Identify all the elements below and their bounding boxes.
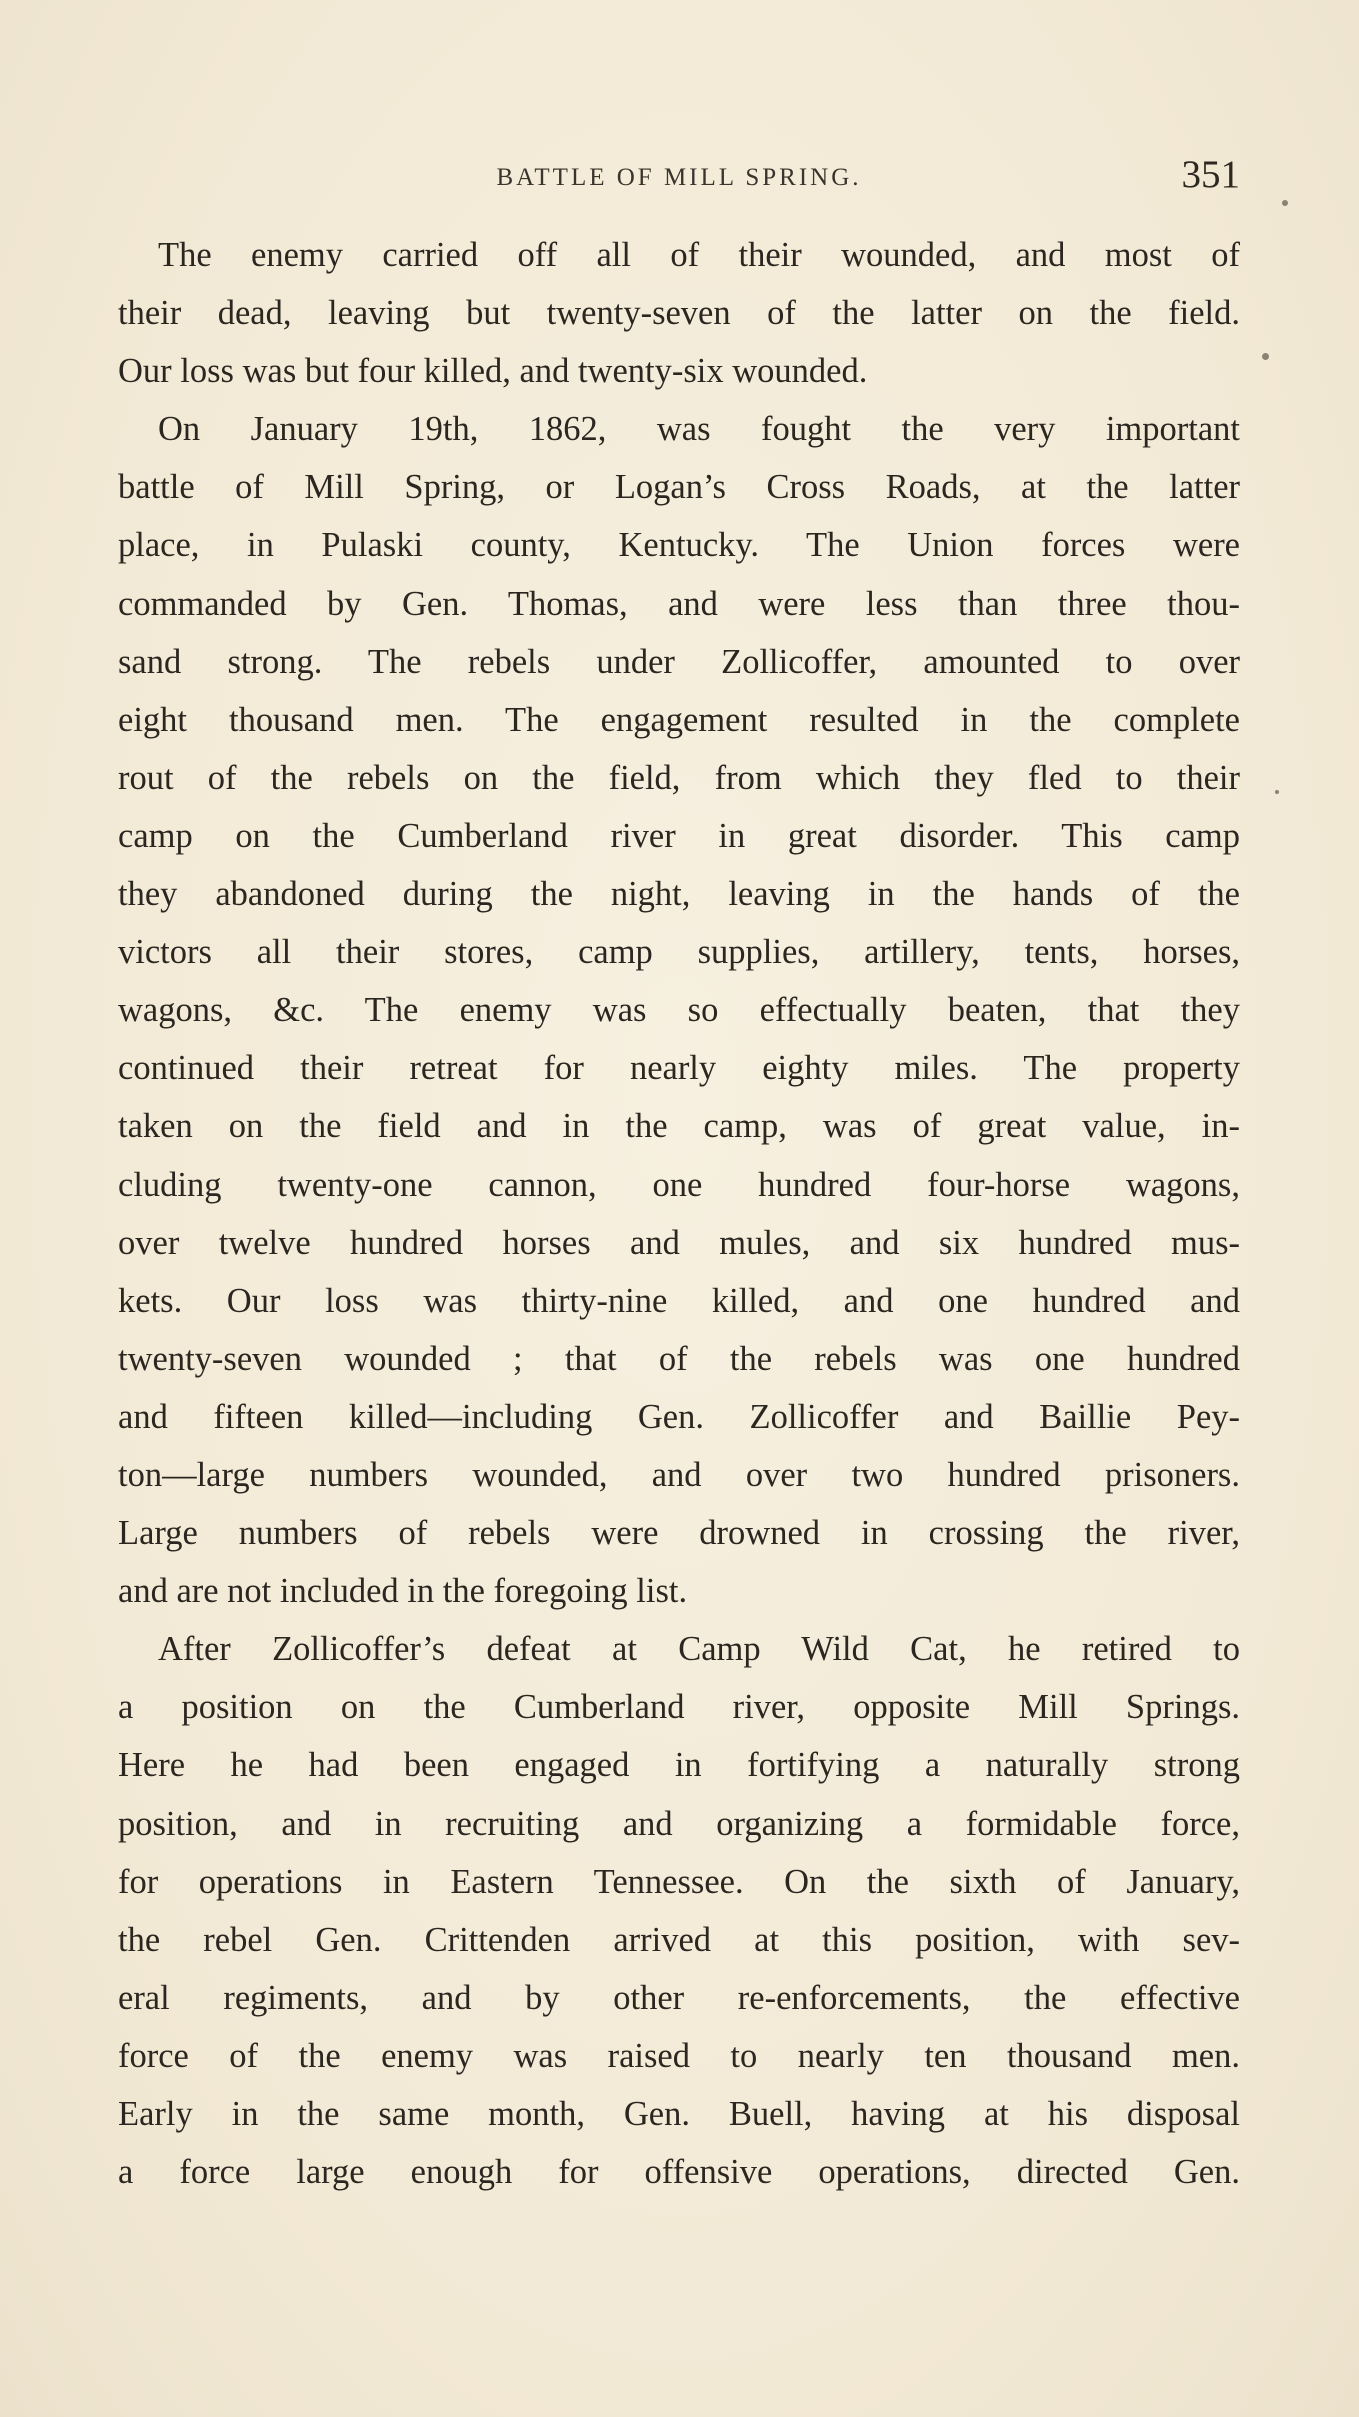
- text-line: over twelve hundred horses and mules, and six hundred mus-: [118, 1223, 1240, 1262]
- page-header: [118, 150, 1240, 210]
- text-line: and fifteen killed—including Gen. Zollicoffer and Baillie Pey-: [118, 1397, 1240, 1436]
- text-line: eral regiments, and by other re-enforcements, the effective: [118, 1978, 1240, 2017]
- page-number: 351: [1181, 153, 1240, 196]
- text-line: After Zollicoffer’s defeat at Camp Wild Cat, he retired to: [158, 1630, 1240, 1669]
- text-line: rout of the rebels on the field, from which they fled to their: [118, 758, 1240, 797]
- ink-speck: [1282, 200, 1288, 206]
- body-text: [118, 226, 1240, 2201]
- text-line: for operations in Eastern Tennessee. On the sixth of January,: [118, 1862, 1240, 1901]
- text-line: and are not included in the foregoing list.: [118, 1572, 688, 1611]
- running-title: BATTLE OF MILL SPRING.: [496, 164, 862, 191]
- text-line: Here he had been engaged in fortifying a naturally strong: [118, 1746, 1240, 1785]
- text-line: position, and in recruiting and organizing a formidable force,: [118, 1804, 1240, 1843]
- text-line: Early in the same month, Gen. Buell, having at his disposal: [118, 2095, 1240, 2133]
- text-line: kets. Our loss was thirty-nine killed, and one hundred and: [118, 1281, 1240, 1320]
- text-line: eight thousand men. The engagement resulted in the complete: [118, 700, 1240, 739]
- text-line: a force large enough for offensive operations, directed Gen.: [118, 2153, 1240, 2192]
- text-line: their dead, leaving but twenty-seven of the latter on the field.: [118, 294, 1240, 333]
- text-line: camp on the Cumberland river in great disorder. This camp: [118, 816, 1240, 855]
- text-line: sand strong. The rebels under Zollicoffer, amounted to over: [118, 642, 1240, 681]
- text-line: a position on the Cumberland river, opposite Mill Springs.: [118, 1688, 1240, 1727]
- text-line: The enemy carried off all of their wounded, and most of: [158, 236, 1240, 274]
- text-line: ton—large numbers wounded, and over two hundred prisoners.: [118, 1455, 1240, 1494]
- text-line: victors all their stores, camp supplies, artillery, tents, horses,: [118, 933, 1240, 972]
- text-line: continued their retreat for nearly eighty miles. The property: [118, 1049, 1240, 1088]
- text-line: twenty-seven wounded ; that of the rebels was one hundred: [118, 1339, 1240, 1378]
- ink-speck: [1275, 790, 1279, 794]
- text-line: place, in Pulaski county, Kentucky. The Union forces were: [118, 526, 1240, 565]
- text-line: wagons, &c. The enemy was so effectually beaten, that they: [118, 991, 1240, 1030]
- text-line: battle of Mill Spring, or Logan’s Cross Roads, at the latter: [118, 468, 1240, 507]
- text-line: cluding twenty-one cannon, one hundred four-horse wagons,: [118, 1165, 1240, 1204]
- text-line: On January 19th, 1862, was fought the very important: [158, 410, 1240, 449]
- ink-speck: [1262, 353, 1269, 360]
- text-line: they abandoned during the night, leaving in the hands of the: [118, 875, 1240, 914]
- text-line: taken on the field and in the camp, was of great value, in-: [118, 1107, 1240, 1146]
- text-line: Large numbers of rebels were drowned in crossing the river,: [118, 1514, 1240, 1553]
- text-line: force of the enemy was raised to nearly ten thousand men.: [118, 2036, 1240, 2075]
- text-line: Our loss was but four killed, and twenty-six wounded.: [118, 352, 868, 391]
- text-line: the rebel Gen. Crittenden arrived at this position, with sev-: [118, 1920, 1240, 1959]
- text-line: commanded by Gen. Thomas, and were less than three thou-: [118, 584, 1240, 623]
